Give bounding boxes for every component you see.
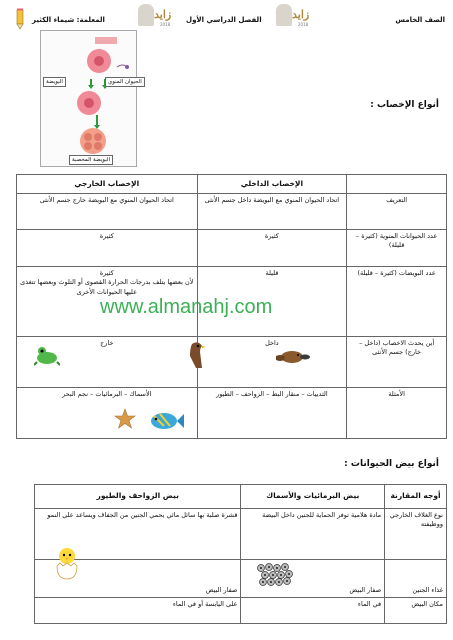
reptile-cell: قشرة صلبة بها سائل مائي يحمي الجنين من الجفاف ويساعد على النمو [35,509,241,560]
fertilized-egg-label: البويضة المخصبة [69,155,113,165]
fertilization-illustration [41,31,136,166]
platypus-icon [276,346,310,366]
sheikh-portrait-left [138,4,154,26]
zayed-logo-left: زايد [154,8,172,21]
row-head: التعريف [347,194,447,230]
teacher-label: المعلمة: شيماء الكثير [32,16,105,24]
egg-loss-note: لأن بعضها يتلف بدرجات الحرارة القصوى أو التلوث وبعضها تتغذى عليها الحيوانات الأخرى [20,278,194,296]
row-head: عدد الحيوانات المنوية (كثيرة – قليلة) [347,230,447,267]
internal-cell: كثيرة [197,230,347,267]
fish-icon [148,410,184,432]
external-cell: اتحاد الحيوان المنوي مع البويضة خارج جسم الأنثى [17,194,198,230]
fertilization-diagram [40,30,142,167]
internal-cell: الثدييات – منقار البط – الزواحف – الطيور [197,388,347,439]
reptile-cell: صفار البيض [35,560,241,598]
table-row [17,230,447,267]
egg-label: البويضة [43,77,66,87]
external-cell: كثيرة [17,230,198,267]
table-row [35,598,447,624]
row-head: أين يحدث الاخصاب (داخل – خارج) جسم الأنثى [347,337,447,388]
zayed-logo-right: زايد [292,8,310,21]
pencil-icon [14,8,26,30]
table-row [17,388,447,439]
external-egg-count: كثيرة [99,269,114,277]
egg-types-table [34,484,447,624]
table-header-internal: الإخصاب الداخلي [197,175,347,194]
hatching-chick-icon [54,546,80,580]
table-row [17,337,447,388]
sheikh-portrait-right [276,4,292,26]
table-header-comparison: أوجه المقارنة [385,485,447,509]
hawk-icon [186,340,208,370]
term-label: الفصل الدراسي الأول [186,16,262,24]
internal-cell: قليلة [197,267,347,337]
zayed-year-right: 2018 [298,22,309,27]
sperm-label: الحيوان المنوي [105,77,145,87]
egg-types-title: أنواع بيض الحيوانات : [344,459,439,469]
amphibian-cell: صفار البيض [241,560,385,598]
fertilization-types-title: أنواع الإخصاب : [370,100,439,110]
watermark: www.almanahj.com [100,296,273,318]
table-row [17,194,447,230]
row-head: عدد البويضات (كثيرة – قليلة) [347,267,447,337]
table-header-amphibian-fish: بيض البرمائيات والأسماك [241,485,385,509]
reptile-cell: على اليابسة أو في الماء [35,598,241,624]
table-row [35,509,447,560]
zayed-year-left: 2018 [160,22,171,27]
row-head: الأمثلة [347,388,447,439]
external-cell: خارج [17,337,198,388]
internal-cell: اتحاد الحيوان المنوي مع البويضة داخل جسم الأنثى [197,194,347,230]
internal-cell: داخل [197,337,347,388]
external-cell: الأسماك – البرمائيات – نجم البحر [17,388,198,439]
frog-icon [34,344,60,366]
row-head: غذاء الجنين [385,560,447,598]
row-head: مكان البيض [385,598,447,624]
table-header-reptile-bird: بيض الزواحف والطيور [35,485,241,509]
table-header-empty [347,175,447,194]
frog-eggs-icon [256,562,294,586]
row-head: نوع الغلاف الخارجي ووظيفته [385,509,447,560]
amphibian-cell: مادة هلامية توفر الحماية للجنين داخل البيضة [241,509,385,560]
amphibian-cell: في الماء [241,598,385,624]
starfish-icon [114,408,136,430]
table-row [35,560,447,598]
grade-label: الصف الخامس [395,16,445,24]
table-header-external: الإخصاب الخارجي [17,175,198,194]
